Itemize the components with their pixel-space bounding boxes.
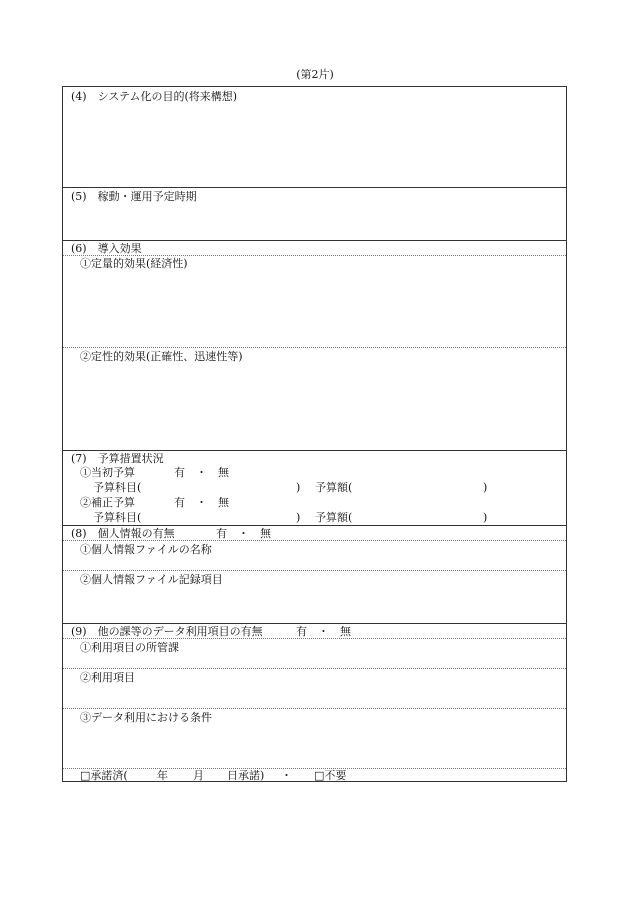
divider xyxy=(63,240,566,241)
divider xyxy=(63,450,566,451)
divider xyxy=(63,668,566,669)
divider xyxy=(63,540,566,541)
close-paren: ) xyxy=(483,511,488,524)
personal-info-yes-no[interactable]: 有 ・ 無 xyxy=(216,527,271,540)
close-paren: ) xyxy=(296,511,301,524)
initial-budget-item-label: 予算科目( xyxy=(93,481,142,494)
supplementary-budget-item-label: 予算科目( xyxy=(93,511,142,524)
close-paren: ) xyxy=(483,481,488,494)
application-form xyxy=(62,86,567,782)
divider xyxy=(63,525,566,526)
section-4-title: (4) システム化の目的(将来構想) xyxy=(71,90,238,103)
divider xyxy=(63,255,566,256)
data-usage-yes-no[interactable]: 有 ・ 無 xyxy=(296,625,351,638)
approved-checkbox[interactable]: □承諾済( xyxy=(80,769,128,782)
divider xyxy=(63,187,566,188)
divider xyxy=(63,638,566,639)
divider xyxy=(63,570,566,571)
initial-budget-label: ①当初予算 xyxy=(80,466,135,479)
initial-budget-yes-no[interactable]: 有 ・ 無 xyxy=(174,466,229,479)
initial-budget-amount-label: 予算額( xyxy=(315,481,353,494)
qualitative-effect-label: ②定性的効果(正確性、迅速性等) xyxy=(80,350,243,363)
section-6-title: (6) 導入効果 xyxy=(71,242,142,255)
year-label: 年 xyxy=(157,769,168,782)
department-label: ①利用項目の所管課 xyxy=(80,641,179,654)
supplementary-budget-label: ②補正予算 xyxy=(80,496,135,509)
usage-conditions-label: ③データ利用における条件 xyxy=(80,711,212,724)
divider xyxy=(63,708,566,709)
personal-file-items-label: ②個人情報ファイル記録項目 xyxy=(80,573,223,586)
divider xyxy=(63,623,566,624)
separator-dot: ・ xyxy=(281,769,292,782)
section-7-title: (7) 予算措置状況 xyxy=(71,452,164,465)
section-5-title: (5) 稼動・運用予定時期 xyxy=(71,190,197,203)
not-required-checkbox[interactable]: □不要 xyxy=(314,769,347,782)
usage-items-label: ②利用項目 xyxy=(80,671,135,684)
page-label: (第2片) xyxy=(296,68,334,81)
supplementary-budget-yes-no[interactable]: 有 ・ 無 xyxy=(174,496,229,509)
day-approved-label: 日承諾) xyxy=(227,769,265,782)
section-9-title: (9) 他の課等のデータ利用項目の有無 xyxy=(71,625,263,638)
personal-file-name-label: ①個人情報ファイルの名称 xyxy=(80,543,212,556)
supplementary-budget-amount-label: 予算額( xyxy=(315,511,353,524)
quantitative-effect-label: ①定量的効果(経済性) xyxy=(80,257,188,270)
close-paren: ) xyxy=(296,481,301,494)
month-label: 月 xyxy=(193,769,204,782)
section-8-title: (8) 個人情報の有無 xyxy=(71,527,175,540)
divider xyxy=(63,347,566,348)
